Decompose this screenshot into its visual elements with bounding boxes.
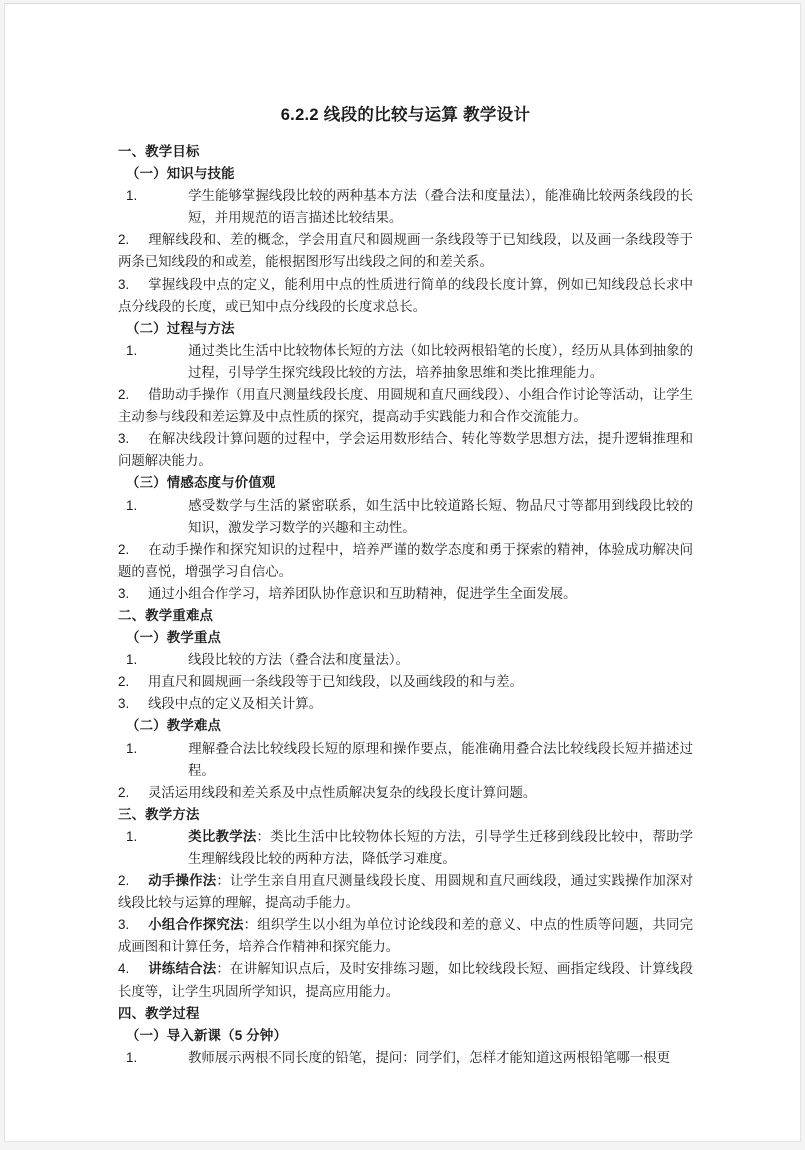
section-heading: 一、教学目标 <box>118 144 200 159</box>
list-item-text: 通过小组合作学习，培养团队协作意识和互助精神，促进学生全面发展。 <box>148 585 577 601</box>
list-item <box>118 649 693 671</box>
list-item-number: 3. <box>118 696 130 712</box>
list-item <box>118 583 693 605</box>
list-item-number: 1. <box>126 828 138 844</box>
list-item-number: 1. <box>126 1049 138 1065</box>
list-item-number: 1. <box>126 188 138 204</box>
list-item-text: ：让学生亲自用直尺测量线段长度、用圆规和直尺画线段，通过实践操作加深对线段比较与运算的理解，提高动手能力。 <box>118 873 693 911</box>
list-item-number: 3. <box>118 276 130 292</box>
list-item <box>118 229 693 273</box>
document-content <box>118 104 693 1069</box>
list-item <box>118 274 693 318</box>
list-item <box>118 826 693 870</box>
list-item-number: 2. <box>118 674 130 690</box>
list-item-number: 2. <box>118 387 130 403</box>
page-title: 6.2.2 线段的比较与运算 教学设计 <box>280 106 531 124</box>
subsection-heading: （三）情感态度与价值观 <box>126 475 276 491</box>
list-item <box>118 693 693 715</box>
list-item <box>118 738 693 782</box>
list-item-text: 理解线段和、差的概念，学会用直尺和圆规画一条线段等于已知线段，以及画一条线段等于两条已知线段的和或差，能根据图形写出线段之间的和差关系。 <box>118 232 693 270</box>
list-item <box>118 958 693 1002</box>
list-item-text: ：组织学生以小组为单位讨论线段和差的意义、中点的性质等问题，共同完成画图和计算任务，培养合作精神和探究能力。 <box>118 917 693 955</box>
list-item-text: 在动手操作和探究知识的过程中，培养严谨的数学态度和勇于探索的精神，体验成功解决问题的喜悦，增强学习自信心。 <box>118 541 693 579</box>
list-item-text: 掌握线段中点的定义，能利用中点的性质进行简单的线段长度计算，例如已知线段总长求中点分线段的长度，或已知中点分线段的长度求总长。 <box>118 276 693 314</box>
list-item-text: 借助动手操作（用直尺测量线段长度、用圆规和直尺画线段）、小组合作讨论等活动，让学生主动参与线段和差运算及中点性质的探究，提高动手实践能力和合作交流能力。 <box>118 387 693 425</box>
list-item-number: 2. <box>118 873 130 889</box>
document-body <box>118 141 693 1069</box>
list-item-text: 线段比较的方法（叠合法和度量法）。 <box>188 652 409 668</box>
list-item-lead: 类比教学法 <box>188 828 257 844</box>
section-heading: 三、教学方法 <box>118 806 200 822</box>
list-item <box>118 384 693 428</box>
list-item-number: 1. <box>126 497 138 513</box>
list-item <box>118 495 693 539</box>
list-item <box>118 539 693 583</box>
list-item-text: 通过类比生活中比较物体长短的方法（如比较两根铅笔的长度），经历从具体到抽象的过程，引导学生探究线段比较的方法，培养抽象思维和类比推理能力。 <box>188 342 693 380</box>
list-item-text: 线段中点的定义及相关计算。 <box>148 696 323 712</box>
list-item-number: 4. <box>118 961 130 977</box>
list-item-number: 1. <box>126 740 138 756</box>
subsection-heading: （二）过程与方法 <box>126 320 235 336</box>
section-heading: 二、教学重难点 <box>118 607 214 623</box>
subsection-heading: （二）教学难点 <box>126 718 222 734</box>
list-item <box>118 1047 693 1069</box>
list-item <box>118 671 693 693</box>
subsection-heading: （一）知识与技能 <box>126 166 235 182</box>
list-item-number: 2. <box>118 784 130 800</box>
list-item-number: 1. <box>126 652 138 668</box>
document-page <box>4 3 801 1142</box>
list-item-number: 1. <box>126 342 138 358</box>
list-item-number: 2. <box>118 232 130 248</box>
list-item-text: 灵活运用线段和差关系及中点性质解决复杂的线段长度计算问题。 <box>148 784 537 800</box>
list-item <box>118 340 693 384</box>
list-item-text: 用直尺和圆规画一条线段等于已知线段，以及画线段的和与差。 <box>148 674 523 690</box>
list-item <box>118 914 693 958</box>
section-heading: 四、教学过程 <box>118 1005 200 1021</box>
list-item-text: 感受数学与生活的紧密联系，如生活中比较道路长短、物品尺寸等都用到线段比较的知识，激发学习数学的兴趣和主动性。 <box>188 497 693 535</box>
list-item-text: ：类比生活中比较物体长短的方法，引导学生迁移到线段比较中，帮助学生理解线段比较的两种方法，降低学习难度。 <box>188 828 694 866</box>
list-item-number: 3. <box>118 585 130 601</box>
list-item <box>118 870 693 914</box>
list-item-lead: 讲练结合法 <box>148 961 217 977</box>
list-item-text: ：在讲解知识点后，及时安排练习题，如比较线段长短、画指定线段、计算线段长度等，让学生巩固所学知识，提高应用能力。 <box>118 961 693 999</box>
list-item-text: 学生能够掌握线段比较的两种基本方法（叠合法和度量法），能准确比较两条线段的长短，并用规范的语言描述比较结果。 <box>188 188 693 226</box>
list-item-text: 教师展示两根不同长度的铅笔，提问：同学们，怎样才能知道这两根铅笔哪一根更 <box>188 1049 671 1065</box>
list-item <box>118 782 693 804</box>
list-item-text: 在解决线段计算问题的过程中，学会运用数形结合、转化等数学思想方法，提升逻辑推理和问题解决能力。 <box>118 431 693 469</box>
list-item-number: 3. <box>118 917 130 933</box>
list-item <box>118 428 693 472</box>
subsection-heading: （一）教学重点 <box>126 630 222 646</box>
subsection-heading: （一）导入新课（5 分钟） <box>126 1027 288 1043</box>
list-item-text: 理解叠合法比较线段长短的原理和操作要点，能准确用叠合法比较线段长短并描述过程。 <box>188 740 693 778</box>
list-item-lead: 动手操作法 <box>148 873 217 889</box>
list-item-number: 3. <box>118 431 130 447</box>
list-item-number: 2. <box>118 541 130 557</box>
list-item <box>118 185 693 229</box>
list-item-lead: 小组合作探究法 <box>148 917 244 933</box>
